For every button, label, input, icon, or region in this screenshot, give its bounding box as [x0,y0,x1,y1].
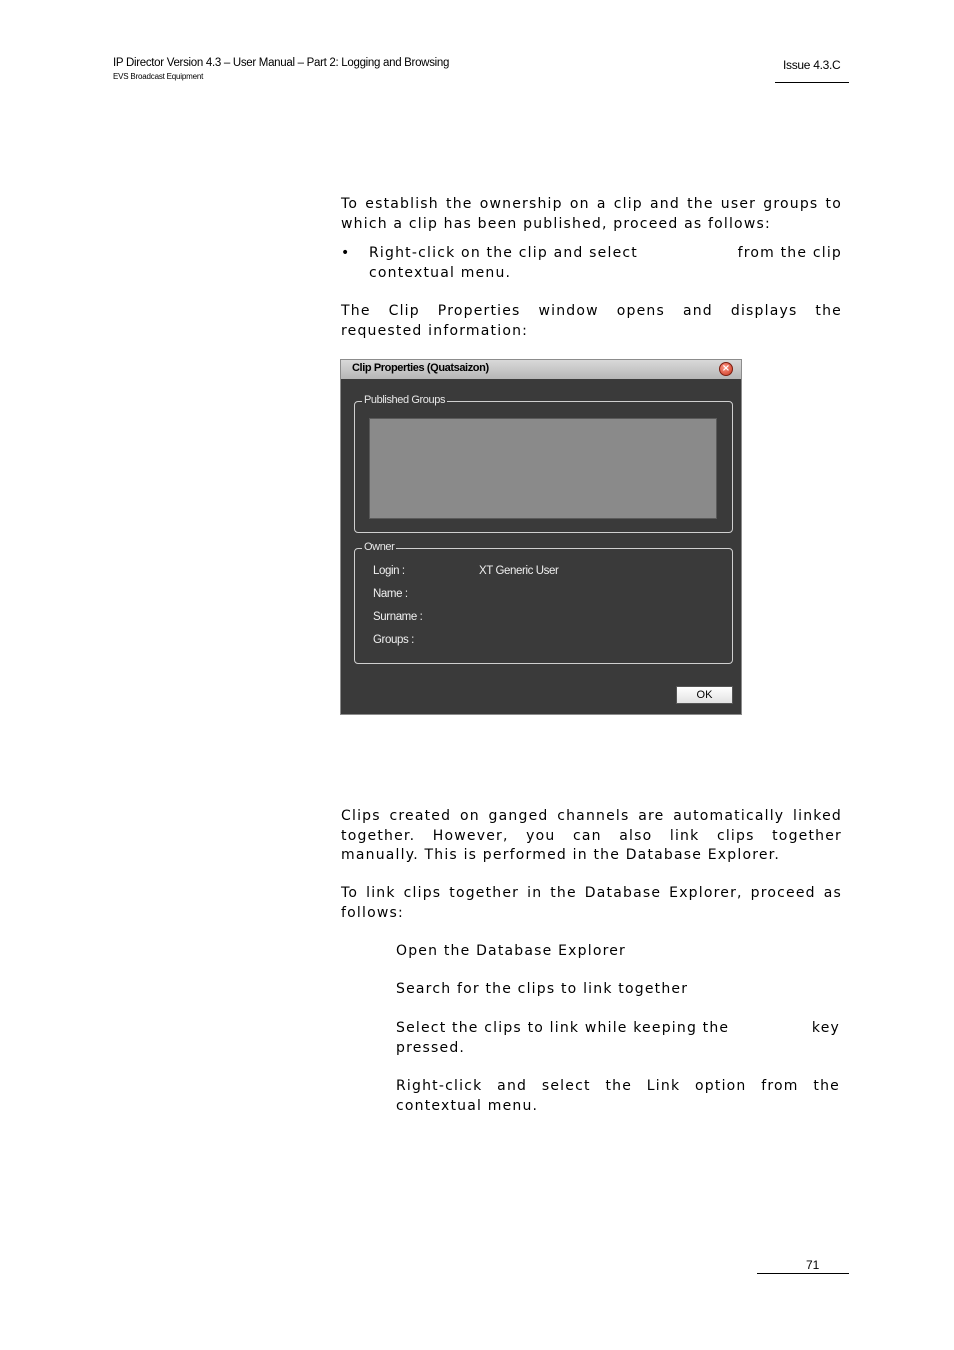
linking-intro-paragraph: Clips created on ganged channels are automatically linked together. However, you can also link clips together manually. This is performed in the Database Explorer. [341,808,842,863]
company-name: EVS Broadcast Equipment [113,72,204,81]
close-icon[interactable]: × [719,362,733,376]
step-open-explorer: Open the Database Explorer [396,943,627,959]
login-label: Login : [373,565,405,577]
footer-rule [757,1273,849,1274]
clip-properties-dialog [340,359,742,715]
step3-text-part1: Select the clips to link while keeping the [396,1020,730,1036]
published-groups-box [354,394,733,533]
step-select-clips [396,1019,840,1058]
document-title: IP Director Version 4.3 – User Manual – Part 2: Logging and Browsing [113,57,450,69]
login-value: XT Generic User [479,565,559,577]
ok-button[interactable]: OK [676,686,733,704]
bullet-text-part1: Right-click on the clip and select [369,245,638,261]
bullet-text-line2: contextual menu. [369,264,512,281]
issue-number: Issue 4.3.C [783,58,841,72]
published-groups-list[interactable] [369,418,717,519]
ownership-intro-paragraph: To establish the ownership on a clip and the user groups to which a clip has been published, proceed as follows: [341,196,842,232]
bullet-marker: • [341,245,350,261]
owner-label: Owner [364,541,395,553]
window-opens-paragraph: The Clip Properties window opens and displays the requested information: [341,303,842,339]
owner-box [354,541,733,664]
step3-text-part2: key [811,1020,840,1036]
name-label: Name : [373,588,408,600]
step-search-clips: Search for the clips to link together [396,981,689,997]
surname-label: Surname : [373,611,423,623]
step-link-option: Right-click and select the Link option from the contextual menu. [396,1078,840,1114]
dialog-title-bar [341,360,741,379]
header-rule [775,82,849,83]
page-number: 71 [806,1258,820,1272]
published-groups-label: Published Groups [364,394,446,406]
bullet-text-part2: from the clip [737,245,842,261]
bullet-item [369,244,842,283]
step3-text-line2: pressed. [396,1039,466,1056]
linking-lead-paragraph: To link clips together in the Database Explorer, proceed as follows: [341,885,842,921]
dialog-title: Clip Properties (Quatsaizon) [352,362,489,374]
groups-label: Groups : [373,634,414,646]
